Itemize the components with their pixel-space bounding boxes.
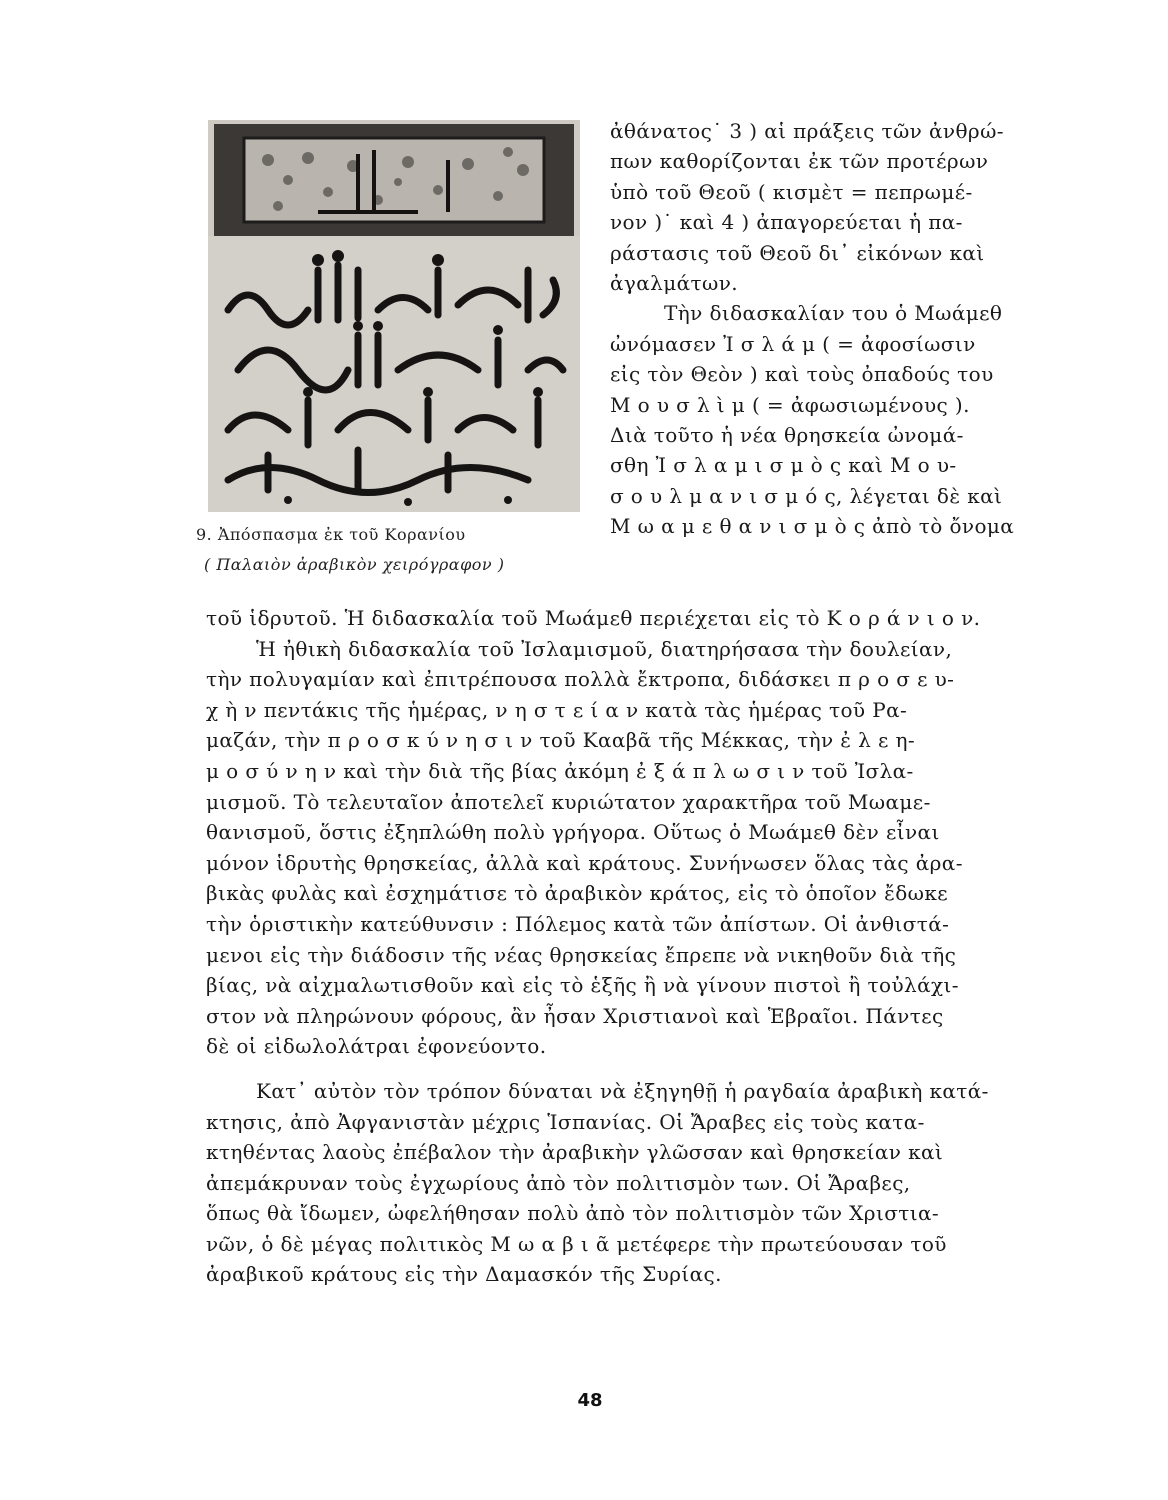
text-line: θανισμοῦ, ὅστις ἐξηπλώθη πολὺ γρήγορα. Οὕτως ὁ Μωάμεθ δὲν εἶναι bbox=[206, 820, 940, 845]
text-line: Κατ᾽ αὐτὸν τὸν τρόπον δύναται νὰ ἐξηγηθῇ ἡ ραγδαία ἀραβικὴ κατά- bbox=[256, 1078, 989, 1103]
page-number: 48 bbox=[577, 1390, 603, 1411]
text-line: βίας, νὰ αἰχμαλωτισθοῦν καὶ εἰς τὸ ἑξῆς ἢ νὰ γίνουν πιστοὶ ἢ τοὐλάχι- bbox=[206, 973, 959, 998]
text-line: τὴν πολυγαμίαν καὶ ἐπιτρέπουσα πολλὰ ἔκτροπα, διδάσκει π ρ ο σ ε υ- bbox=[206, 667, 955, 692]
text-line: ὅπως θὰ ἴδωμεν, ὠφελήθησαν πολὺ ἀπὸ τὸν πολιτισμὸν τῶν Χριστια- bbox=[206, 1201, 940, 1226]
text-line: ἀραβικοῦ κράτους εἰς τὴν Δαμασκόν τῆς Συρίας. bbox=[206, 1262, 722, 1287]
side-text-column bbox=[610, 116, 1050, 541]
text-line: τὴν ὁριστικὴν κατεύθυνσιν : Πόλεμος κατὰ τῶν ἀπίστων. Οἱ ἀνθιστά- bbox=[206, 911, 950, 936]
text-line: στον νὰ πληρώνουν φόρους, ἂν ἦσαν Χριστιανοὶ καὶ Ἑβραῖοι. Πάντες bbox=[206, 1003, 944, 1028]
figure-caption bbox=[196, 520, 596, 580]
text-line: ράστασις τοῦ Θεοῦ δι᾽ εἰκόνων καὶ bbox=[610, 240, 985, 265]
text-line: Διὰ τοῦτο ἡ νέα θρησκεία ὠνομά- bbox=[610, 422, 964, 447]
text-line: Ἡ ἠθικὴ διδασκαλία τοῦ Ἰσλαμισμοῦ, διατηρήσασα τὴν δουλείαν, bbox=[256, 636, 953, 661]
text-line: ἀθάνατος˙ 3 ) αἱ πράξεις τῶν ἀνθρώ- bbox=[610, 119, 1004, 143]
text-line: νῶν, ὁ δὲ μέγας πολιτικὸς Μ ω α β ι ᾶ μετέφερε τὴν πρωτεύουσαν τοῦ bbox=[206, 1231, 947, 1256]
text-line: μενοι εἰς τὴν διάδοσιν τῆς νέας θρησκείας ἔπρεπε νὰ νικηθοῦν διὰ τῆς bbox=[206, 942, 957, 967]
manuscript-figure bbox=[208, 120, 580, 512]
text-line: βικὰς φυλὰς καὶ ἐσχημάτισε τὸ ἀραβικὸν κράτος, εἰς τὸ ὁποῖον ἔδωκε bbox=[206, 881, 949, 906]
text-line: σ ο υ λ μ α ν ι σ μ ό ς, λέγεται δὲ καὶ bbox=[610, 483, 1003, 508]
text-line: Τὴν διδασκαλίαν του ὁ Μωάμεθ bbox=[664, 301, 1003, 326]
text-line: μισμοῦ. Τὸ τελευταῖον ἀποτελεῖ κυριώτατον χαρακτῆρα τοῦ Μωαμε- bbox=[206, 789, 931, 814]
text-line: πων καθορίζονται ἐκ τῶν προτέρων bbox=[610, 149, 989, 174]
text-line: μαζάν, τὴν π ρ ο σ κ ύ ν η σ ι ν τοῦ Κααβᾶ τῆς Μέκκας, τὴν ἐ λ ε η- bbox=[206, 728, 916, 753]
text-line: Μ ω α μ ε θ α ν ι σ μ ὸ ς ἀπὸ τὸ ὄνομα bbox=[610, 514, 1015, 539]
text-line: ὑπὸ τοῦ Θεοῦ ( κισμὲτ = πεπρωμέ- bbox=[610, 179, 973, 204]
text-line: κτησις, ἀπὸ Ἀφγανιστὰν μέχρις Ἱσπανίας. Οἱ Ἄραβες εἰς τοὺς κατα- bbox=[206, 1109, 925, 1134]
body-text-column bbox=[206, 603, 1046, 1290]
text-line: μ ο σ ύ ν η ν καὶ τὴν διὰ τῆς βίας ἀκόμη ἐ ξ ά π λ ω σ ι ν τοῦ Ἰσλα- bbox=[206, 758, 914, 783]
caption-title: 9. Ἀπόσπασμα ἐκ τοῦ Κορανίου bbox=[196, 525, 466, 544]
text-line: εἰς τὸν Θεὸν ) καὶ τοὺς ὀπαδούς του bbox=[610, 362, 994, 387]
text-line: κτηθέντας λαοὺς ἐπέβαλον τὴν ἀραβικὴν γλῶσσαν καὶ θρησκείαν καὶ bbox=[206, 1140, 944, 1165]
manuscript-image bbox=[208, 120, 580, 512]
text-line: δὲ οἱ εἰδωλολάτραι ἐφονεύοντο. bbox=[206, 1034, 547, 1059]
text-line: Μ ο υ σ λ ὶ μ ( = ἀφωσιωμένους ). bbox=[610, 392, 970, 417]
figure-number: 9. bbox=[196, 525, 213, 544]
text-line: τοῦ ἱδρυτοῦ. Ἡ διδασκαλία τοῦ Μωάμεθ περιέχεται εἰς τὸ Κ ο ρ ά ν ι ο ν. bbox=[206, 606, 981, 630]
text-line: ὠνόμασεν Ἰ σ λ ά μ ( = ἀφοσίωσιν bbox=[610, 331, 976, 356]
text-line: μόνον ἱδρυτὴς θρησκείας, ἀλλὰ καὶ κράτους. Συνήνωσεν ὅλας τὰς ἀρα- bbox=[206, 850, 963, 875]
text-line: νον )˙ καὶ 4 ) ἀπαγορεύεται ἡ πα- bbox=[610, 210, 963, 235]
text-line: ἀγαλμάτων. bbox=[610, 270, 739, 295]
text-line: χ ὴ ν πεντάκις τῆς ἡμέρας, ν η σ τ ε ί α ν κατὰ τὰς ἡμέρας τοῦ Ρα- bbox=[206, 697, 908, 722]
text-line: σθη Ἰ σ λ α μ ι σ μ ὸ ς καὶ Μ ο υ- bbox=[610, 453, 957, 478]
caption-subtitle: ( Παλαιὸν ἀραβικὸν χειρόγραφον ) bbox=[204, 555, 505, 574]
text-line: ἀπεμάκρυναν τοὺς ἐγχωρίους ἀπὸ τὸν πολιτισμὸν των. Οἱ Ἄραβες, bbox=[206, 1170, 911, 1195]
